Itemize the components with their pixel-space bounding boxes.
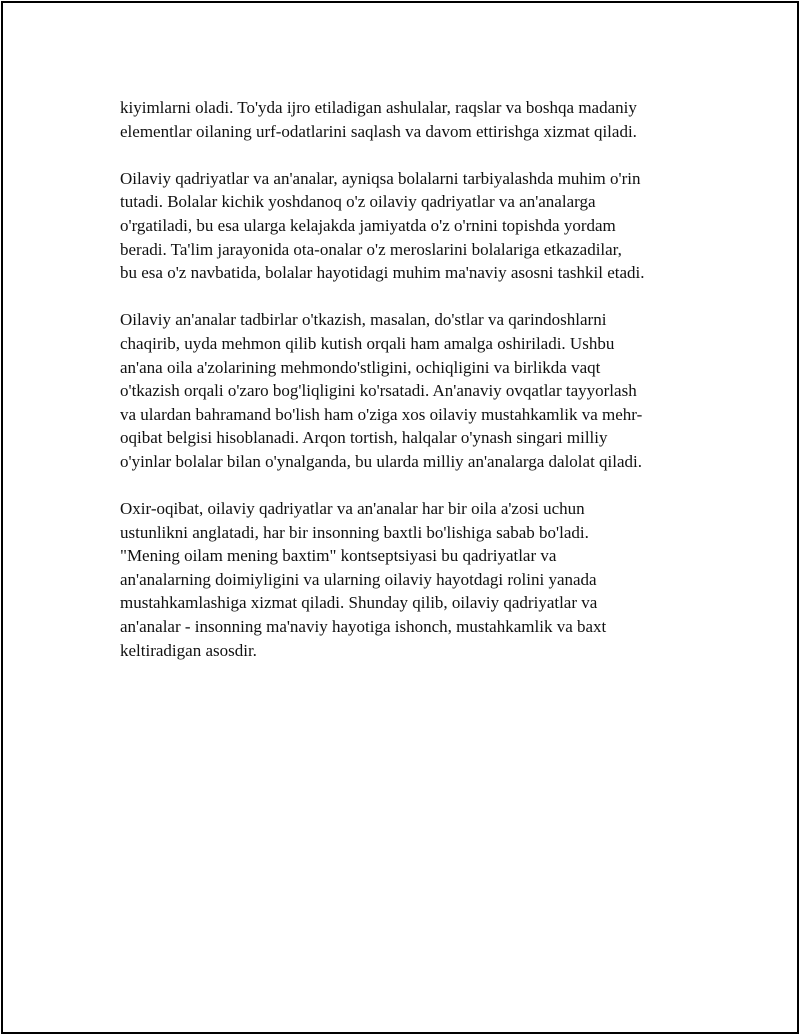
paragraph-2 [120,167,695,285]
text-line: o'yinlar bolalar bilan o'ynalganda, bu ularda milliy an'analarga dalolat qiladi. [120,451,643,471]
text-line: "Mening oilam mening baxtim" kontseptsiyasi bu qadriyatlar va [120,546,557,566]
text-line: oqibat belgisi hisoblanadi. Arqon tortish, halqalar o'ynash singari milliy [120,428,608,448]
document-body [120,96,695,686]
text-line: keltiradigan asosdir. [120,640,257,660]
paragraph-1 [120,96,695,143]
text-line: tutadi. Bolalar kichik yoshdanoq o'z oilaviy qadriyatlar va an'analarga [120,192,596,212]
text-line: beradi. Ta'lim jarayonida ota-onalar o'z meroslarini bolalariga etkazadilar, [120,239,622,259]
text-line: va ulardan bahramand bo'lish ham o'ziga xos oilaviy mustahkamlik va mehr- [120,404,643,424]
text-line: an'analar - insonning ma'naviy hayotiga ishonch, mustahkamlik va baxt [120,617,607,637]
text-line: an'analarning doimiyligini va ularning oilaviy hayotdagi rolini yanada [120,569,597,589]
text-line: o'tkazish orqali o'zaro bog'liqligini ko'rsatadi. An'anaviy ovqatlar tayyorlash [120,381,637,401]
text-line: kiyimlarni oladi. To'yda ijro etiladigan ashulalar, raqslar va boshqa madaniy [120,98,637,117]
paragraph-3 [120,308,695,473]
text-line: mustahkamlashiga xizmat qiladi. Shunday qilib, oilaviy qadriyatlar va [120,593,598,613]
text-line: an'ana oila a'zolarining mehmondo'stligini, ochiqligini va birlikda vaqt [120,357,601,377]
text-line: ustunlikni anglatadi, har bir insonning baxtli bo'lishiga sabab bo'ladi. [120,522,589,542]
text-line: Oilaviy qadriyatlar va an'analar, ayniqsa bolalarni tarbiyalashda muhim o'rin [120,168,641,188]
text-line: elementlar oilaning urf-odatlarini saqlash va davom ettirishga xizmat qiladi. [120,121,637,141]
text-line: o'rgatiladi, bu esa ularga kelajakda jamiyatda o'z o'rnini topishda yordam [120,215,616,235]
text-line: bu esa o'z navbatida, bolalar hayotidagi muhim ma'naviy asosni tashkil etadi. [120,263,645,283]
text-line: Oxir-oqibat, oilaviy qadriyatlar va an'analar har bir oila a'zosi uchun [120,499,585,519]
text-line: Oilaviy an'analar tadbirlar o'tkazish, masalan, do'stlar va qarindoshlarni [120,310,607,330]
text-line: chaqirib, uyda mehmon qilib kutish orqali ham amalga oshiriladi. Ushbu [120,333,615,353]
document-page [1,1,799,1034]
paragraph-4 [120,497,695,662]
